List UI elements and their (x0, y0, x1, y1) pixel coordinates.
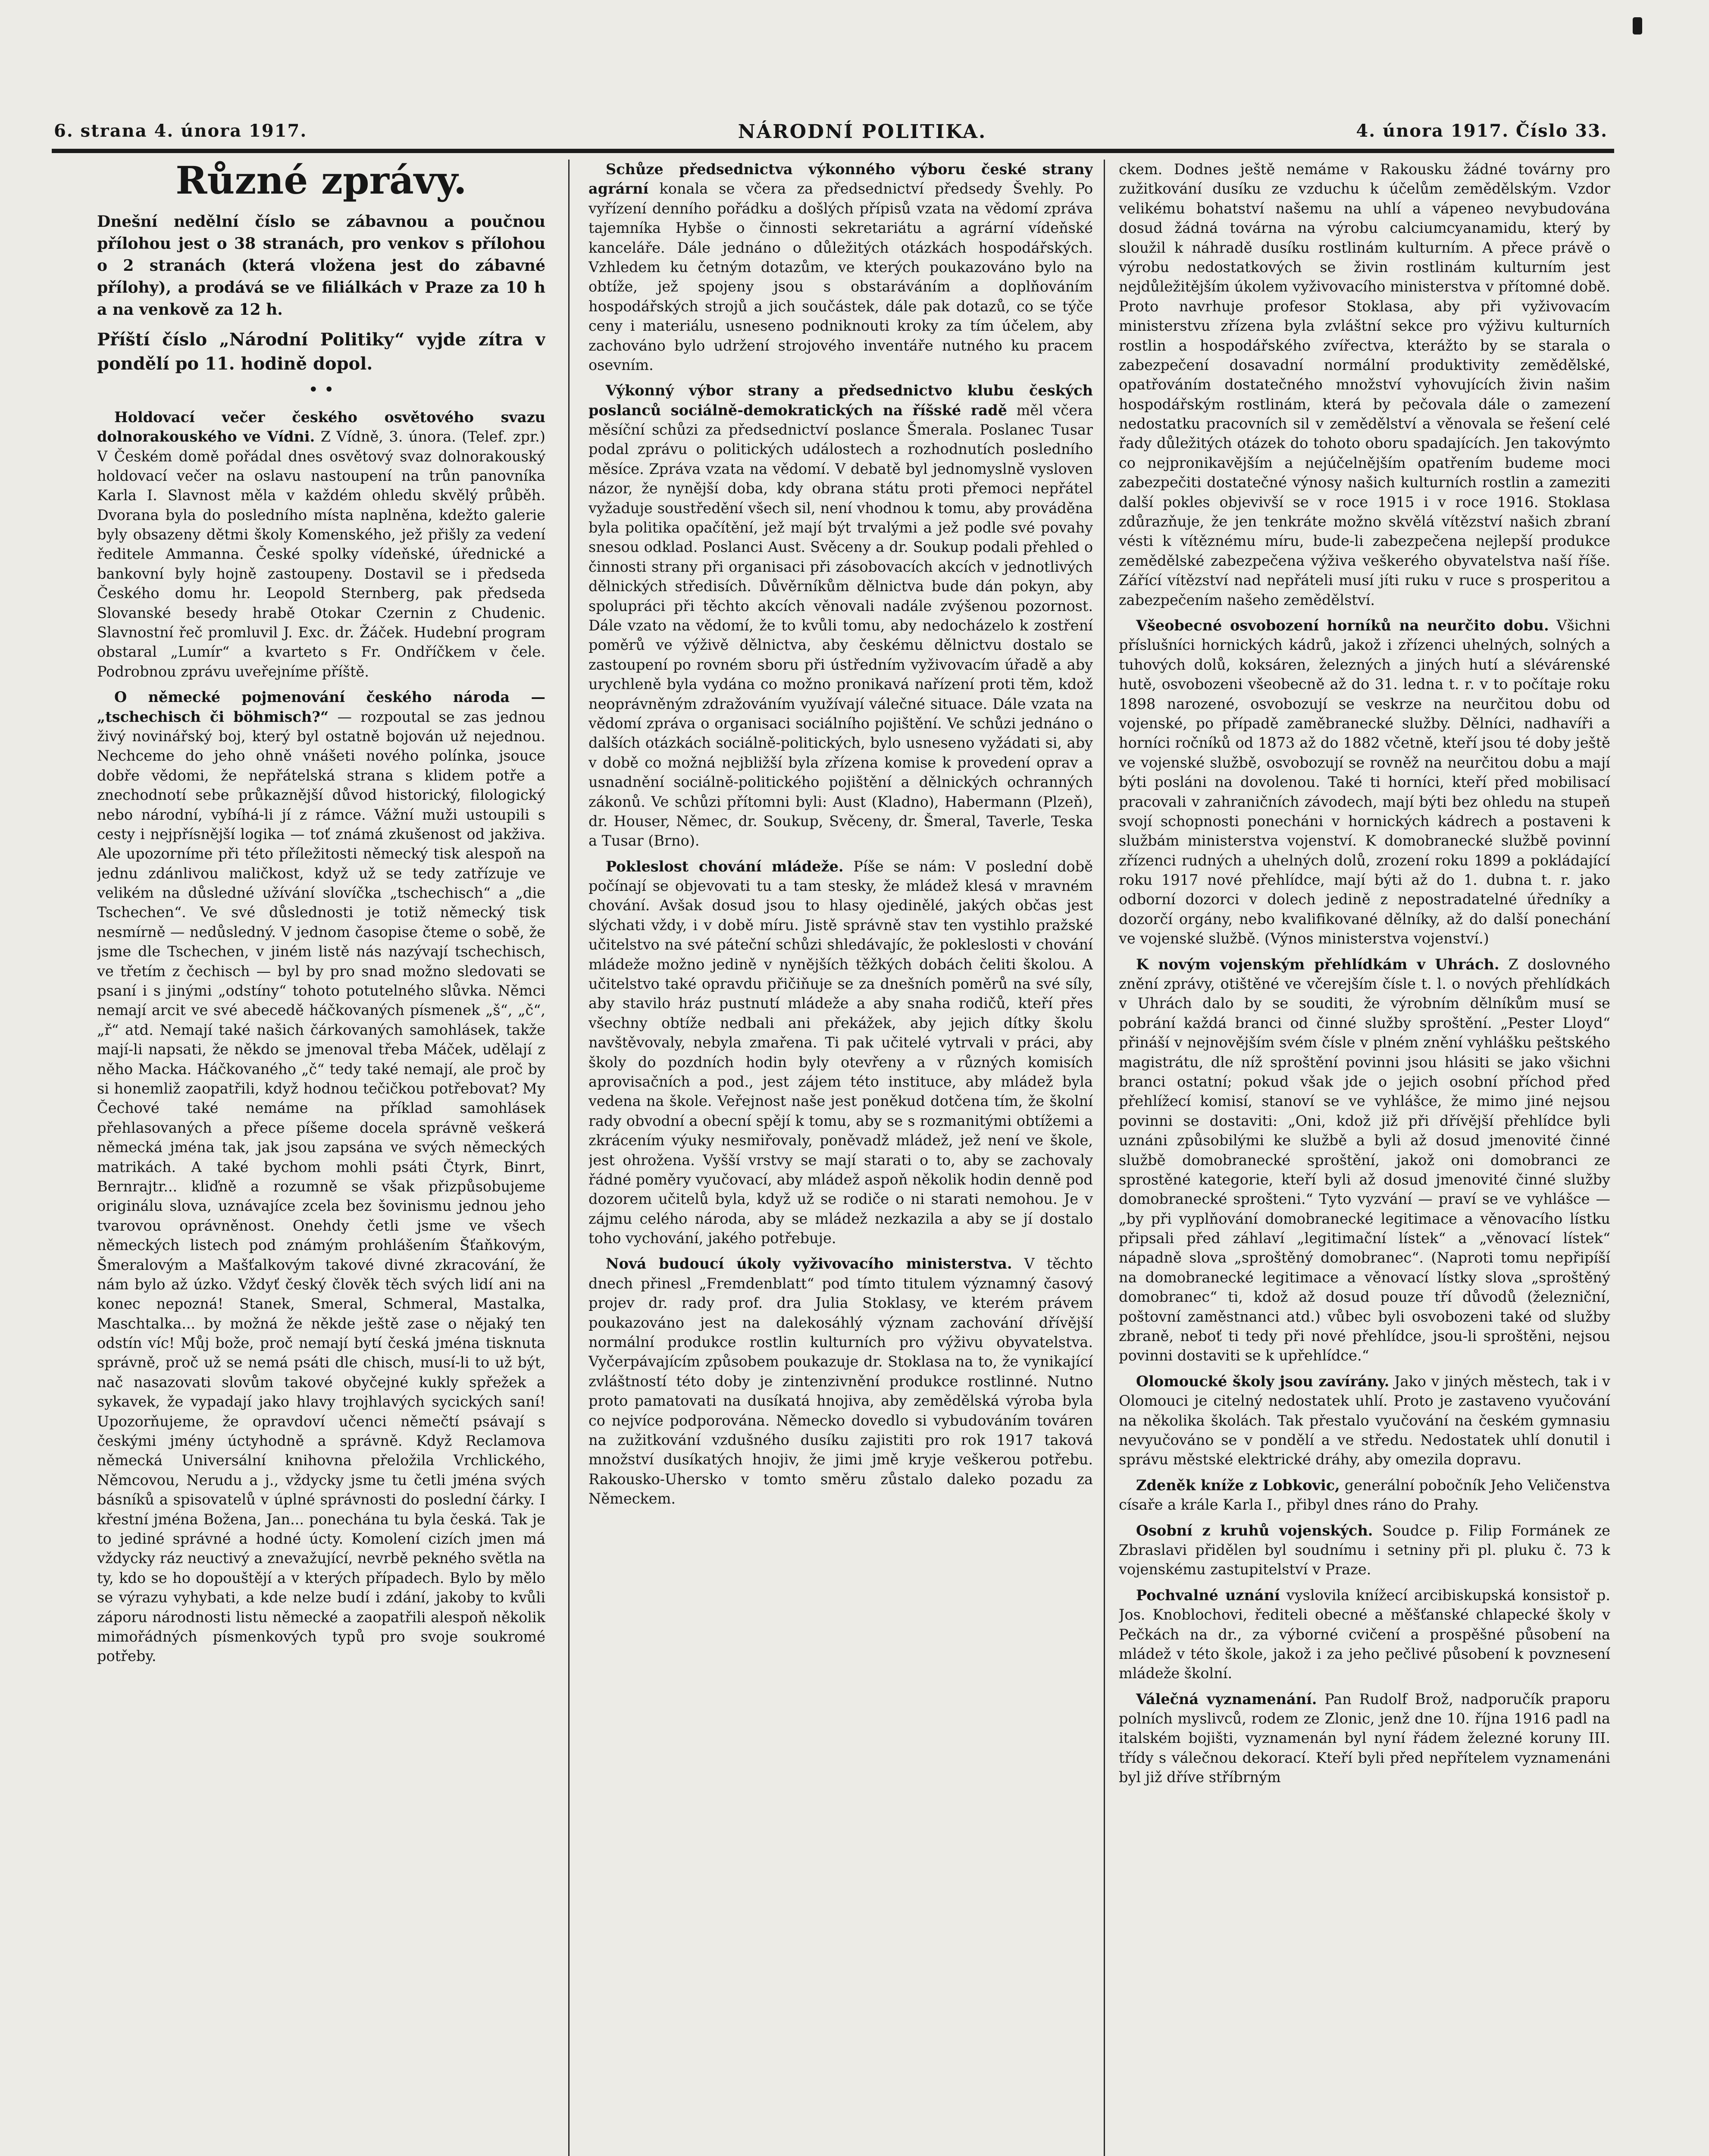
article-headline: Osobní z kruhů vojenských. (1136, 1522, 1373, 1539)
header-date-issue-right: 4. února 1917. Číslo 33. (1356, 121, 1608, 141)
column-divider (568, 160, 570, 2156)
article-body: generální pobočník Jeho Veličenstva císaře a krále Karla I., přibyl dnes ráno do Prahy. (1119, 1476, 1610, 1514)
article-body: konala se včera za předsednictví předsedy Švehly. Po vyřízení denního pořádku a došlých přípisů vzata na vědomí zpráva tajemníka Hybše o činnosti sekretariátu a agrární vídeňské kanceláře. Dále jednáno o důležitých otázkách hospodářských. Vzhledem ku četným dotazům, ve kterých poukazováno bylo na obtíže, jež spojeny jsou s obstaráváním a doplňováním hospodářských strojů a jich součástek, dále pak dotazů, co se týče ceny i materiálu, usneseno podniknouti kroky za tím účelem, aby zachováno bylo udržení strojového inventáře nutného ku pracem osevním. (588, 180, 1093, 373)
article-headline: Výkonný výbor strany a předsednictvo klubu českých poslanců sociálně-demokratických na říšské radě (588, 382, 1093, 419)
article-body: Pan Rudolf Brož, nadporučík praporu polních myslivců, rodem ze Zlonic, jenž dne 10. října 1916 padl na italském bojišti, vyznamenán byl nyní řádem železné koruny III. třídy s válečnou dekorací. Kteří byli před nepřítelem vyznamenáni byl již dříve stříbrným (1119, 1690, 1610, 1786)
column-divider (1104, 160, 1105, 2156)
article-body: V těchto dnech přinesl „Fremdenblatt“ pod tímto titulem významný časový projev dr. rady prof. dra Julia Stoklasy, ve kterém právem poukazováno jest na dalekosáhlý význam zachování dřívější normální produkce rostlin kulturních pro výživu obyvatelstva. Vyčerpávajícím způsobem poukazuje dr. Stoklasa na to, že vynikající zvláštností této doby je zintenzivnění produkce rostlinné. Nutno proto pamatovati na dusíkatá hnojiva, aby zemědělská výroba byla co nejvíce podporována. Německo dovedlo si vybudováním továren na zužitkování vzdušného dusíku zajistiti pro rok 1917 taková množství dusíkatých hnojiv, že jimi jmě kryje veškerou potřebu. Rakousko-Uhersko v tomto směru zůstalo daleko pozadu za Německem. (588, 1255, 1093, 1507)
article-headline: Schůze předsednictva výkonného výboru české strany agrární (588, 161, 1093, 197)
article (1119, 616, 1610, 949)
article (1119, 955, 1610, 1366)
header-page-date-left: 6. strana 4. února 1917. (54, 121, 307, 141)
article (588, 857, 1093, 1248)
article-headline: Všeobecné osvobození horníků na neurčito dobu. (1136, 617, 1549, 634)
article-body: Píše se nám: V poslední době počínají se objevovati tu a tam stesky, že mládež klesá v mravném chování. Avšak dosud jsou to hlasy ojedinělé, jakých občas jest slýchati vždy, i v době míru. Jistě správně stav ten vystihlo pražské učitelstvo na své páteční schůzi shledávajíc, že pokleslosti v chování mládeže možno jedině v nynějších těžkých dobách čeliti školou. A učitelstvo také opravdu přičiňuje se za dnešních poměrů na své síly, aby stavilo hráz pustnutí mládeže a aby snaha rodičů, kteří přes všechny obtíže nedbali ani překážek, aby jejich dítky školu navštěvovaly, nebyla zmařena. Ti pak učitelé vytrvali v práci, aby školy do pozdních hodin byly otevřeny a v různých komisích aprovisačních a pod., jest zájem této instituce, aby mládež byla vedena na škole. Veřejnost naše jest poněkud dotčena tím, že školní rady obvodní a obecní spějí k tomu, aby se s rozmanitými obtížemi a zkrácením výuky nesmiřovaly, poněvadž mládež, jež není ve škole, jest ohrožena. Vyšší vrstvy se mají starati o to, aby se zachovaly řádné poměry vyučovací, aby mládež aspoň několik hodin denně pod dozorem učitelů byla, když už se rodiče o ni starati nemohou. Je v zájmu celého národa, aby se mládež nezkazila a aby se jí dostalo toho vychování, jakého potřebuje. (588, 858, 1093, 1247)
article-headline: K novým vojenským přehlídkám v Uhrách. (1136, 956, 1499, 973)
article-body: Jako v jiných městech, tak i v Olomouci je citelný nedostatek uhlí. Proto je zastaveno vyučování na několika školách. Tak přestalo vyučování na českém gymnasiu nevyučováno se v pondělí a ve středu. Nedostatek uhlí donutil i správu městské elektrické dráhy, aby omezila dopravu. (1119, 1373, 1610, 1468)
column-2 (588, 160, 1093, 2156)
article (1119, 1372, 1610, 1470)
article-headline: Pokleslost chování mládeže. (606, 858, 844, 875)
notice-supplement: Dnešní nedělní číslo se zábavnou a poučnou přílohou jest o 38 stranách, pro venkov s přílohou o 2 stranách (která vložena jest do zábavné přílohy), a prodává se ve filiálkách v Praze za 10 h a na venkově za 12 h. (97, 212, 545, 319)
section-title: Různé zprávy. (175, 160, 467, 203)
article-headline: Válečná vyznamenání. (1136, 1690, 1317, 1708)
article-body: Všichni příslušníci hornických kádrů, jakož i zřízenci uhelných, solných a tuhových dolů, koksáren, železných a jiných hutí a slévárenské hutě, osvobozeni všeobecně až do 31. ledna t. r. v to počítaje roku 1898 narozené, osvobozují se veskrze na neurčitou dobu od vojenské, po případě zaměbranecké služby. Dělníci, nadhavíři a horníci ročníků od 1873 až do 1882 včetně, kteří jsou té doby ještě ve vojenské službě, osvobozují se rovněž na neurčitou dobu a mají býti posláni na dovolenou. Také ti horníci, kteří před mobilisací pracovali v zahraničních závodech, mají býti bez ohledu na stupeň svojí schopnosti ponecháni v hornických kádrech a postaveni k službám ministerstva vojenství. K domobranecké službě povinní zřízenci rudných a uhelných dolů, zrození roku 1899 a pokládající roku 1917 nové přehlídce, mají býti až do 1. dubna t. r. jako odborní dozorci v dolech jedině z nepostradatelné úředníky a dozorčí orgány, nebo kvalifikované dělníky, až do další ponechání ve vojenské službě. (Výnos ministerstva vojenství.) (1119, 617, 1610, 947)
article (1119, 1586, 1610, 1683)
notice-next-issue: Příští číslo „Národní Politiky“ vyjde zítra v pondělí po 11. hodině dopol. (97, 329, 545, 374)
article-continuation (1119, 160, 1610, 610)
article (588, 1254, 1093, 1508)
article-headline: Holdovací večer českého osvětového svazu dolnorakouského ve Vídni. (97, 408, 545, 445)
article-body: — rozpoutal se zas jednou živý novinářský boj, který byl ostatně bojován už nejednou. Nechceme do jeho ohně vnášeti nového polínka, jsouce dobře vědomi, že nepřátelská strana s klidem potře a znechodnotí sebe průkaznější důvod historický, filologický nebo národní, vybíhá-li jí z rámce. Vážní muži ustoupili s cesty i nejpřísnější logika — toť známá zkušenost od jakživa. Ale upozorníme při této příležitosti německý tisk alespoň na jednu zdánlivou maličkost, když už se tedy zatřízuje ve velikém na důsledné užívání slovíčka „tschechisch“ a „die Tschechen“. Ve své důslednosti je totiž německý tisk nesmírně — nedůsledný. V jednom časopise čteme o sobě, že jsme dle Tschechen, v jiném listě nás nazývají tschechisch, ve třetím z čechisch — byl by pro snad možno sledovati se psaní i s jinými „odstíny“ tohoto potutelného slůvka. Němci nemají arcit ve své abecedě háčkovaných písmenek „š“, „č“, „ř“ atd. Nemají také našich čárkovaných samohlásek, takže mají-li napsati, že někdo se jmenoval třeba Máček, udělají z něho Macka. Háčkovaného „č“ tedy také nemají, ale proč by si honemliž zaopatřili, když hodnou tečičkou potřebovat? My Čechové také nemáme na příklad samohlásek přehlasovaných a přece píšeme docela správně veškerá německá jména tak, jak jsou zapsána ve svých německých matrikách. A také bychom mohli psáti Čtyrk, Binrt, Bernrajtr... kliďně a rozumně se však přizpůsobujeme originálu slova, uznávajíce zcela bez šovinismu jednou jeho tvarovou oprávněnost. Onehdy četli jsme ve všech německých listech pod známým prohlášením Šťaňkovým, Šmeralovým a Mašťalkovým takové divné zkracování, že nám bylo až úzko. Vždyť český člověk těch svých lidí ani na konec nepozná! Stanek, Smeral, Schmeral, Mastalka, Maschtalka... by možná že někde ještě zase o nějaký ten odstín víc! Můj bože, proč nemají bytí česká jména tisknuta správně, proč už se nemá psáti dle chisch, musí-li to už být, nač nasazovati slovům takové obyčejné kukly spřežek a sykavek, že vypadají jako hlavy trojhlavých sycických saní! Upozorňujeme, že opravdoví učenci němečtí psávají s českými jmény úctyhodně a správně. Když Reclamova německá Universální knihovna přeložila Vrchlického, Němcovou, Nerudu a j., vždycky jsme tu četli jména svých básníků a spisovatelů v úplné správnosti do poslední čárky. I křestní jména Božena, Jan... ponechána tu byla česká. Tak je to jediné správné a hodné úcty. Komolení cizích jmen má vždycky ráz neuctivý a znevažující, nevrbě pekného světla na ty, kdo se ho dopouštějí a v kterých případech. Bylo by mělo se výrazu vyhybati, a kde nelze budí i zdání, jakoby to kvůli záporu národnosti listu německé a zaopatřili alespoň několik mimořádných písmenkových typů pro svoje soukromé potřeby. (97, 708, 545, 1665)
article-body: ckem. Dodnes ještě nemáme v Rakousku žádné továrny pro zužitkování dusíku ze vzduchu k účelům zemědělským. Vzdor velikému bohatství našemu na uhlí a vápeneo nevybudována dosud žádná továrna na výrobu calciumcyanamidu, který by sloužil k náhradě dusíku rostlinám kulturním. A přece právě o výrobu nedostatkových se živin rostlinám kulturním jest nejdůležitějším úkolem vyživovacího ministerstva v přítomné době. Proto navrhuje profesor Stoklasa, aby při vyživovacím ministerstvu zřízena byla zvláštní sekce pro výživu kulturních rostlin a hospodářského zvířectva, kterážto by se starala o zabezpečení dosavadní normální produktivity zemědělské, opatřováním dostatečného množství vyhovujících živin našim hospodářským rostlinám, která by pečovala dále o zamezení nedostatku pracovních sil v zemědělství a věnovala se řešení celé řady důležitých otázek do tohoto oboru spadajících. Jen takovýmto co nejpronikavějším a nejúčelnějším opatřením budeme moci zabezpečiti dostatečné výnosy našich kulturních rostlin a zameziti další pokles objevivší se v roce 1915 i v roce 1916. Stoklasa zdůrazňuje, že jen tenkráte možno skvělá vítězství našich zbraní vésti k vítěznému míru, bude-li zabezpečena nejlepší produkce zemědělské zabezpečena výživa veškerého obyvatelstva naší říše. Zářící vítězství nad nepřáteli musí jíti ruku v ruce s prosperitou a zabezpečením našeho zemědělství. (1119, 161, 1610, 608)
article-headline: O německé pojmenování českého národa — „tschechisch či böhmisch?“ (97, 689, 545, 725)
article (97, 687, 545, 1666)
article-headline: Nová budoucí úkoly vyživovacího ministerstva. (606, 1255, 1012, 1272)
column-1 (97, 160, 545, 2156)
article (588, 381, 1093, 850)
article-headline: Pochvalné uznání (1136, 1586, 1280, 1604)
header-rule (52, 149, 1614, 153)
separator-dots: • • (308, 379, 334, 400)
article (1119, 1476, 1610, 1515)
article (1119, 1521, 1610, 1579)
header-masthead: NÁRODNÍ POLITIKA. (738, 121, 987, 143)
article-body: Soudce p. Filip Formánek ze Zbraslavi přidělen byl soudnímu i setniny při pl. pluku č. 73 k vojenskému zastupitelství v Praze. (1119, 1522, 1610, 1578)
article-body: měl včera měsíční schůzi za předsednictví poslance Šmerala. Poslanec Tusar podal zprávu o politických událostech a rozhodnutích posledního měsíce. Zpráva vzata na vědomí. V debatě byl jednomyslně vysloven názor, že nynější doba, kdy obrana státu proti přemoci nepřátel vyžaduje soustředění všech sil, není vhodnou k tomu, aby prováděna byla politika opačítění, jež mají být trvalými a jež podle své povahy snesou odklad. Poslanci Aust. Svěceny a dr. Soukup podali přehled o činnosti strany při organisaci při zásobovacích akcích v jednotlivých dělnických středisích. Důvěrníkům dělnictva bude dán pokyn, aby spolupráci při těchto akcích věnovali nadále zvýšenou pozornost. Dále vzato na vědomí, že to kvůli tomu, aby nedocházelo k zostření poměrů ve výživě dělnictva, aby českému dělnictvu dostalo se zastoupení po rovném sboru při ústředním vyživovacím úřadě a aby urychleně byla vydána co možno pronikavá nařízení proti těm, kdož neoprávněným zdražováním využívají válečné situace. Dále vzata na vědomí zpráva o organisaci sociálního pojištění. Ve schůzi jednáno o dalších otázkách sociálně-politických, bylo usneseno vyžádati si, aby v době co možná nejbližší byla zřízena komise k provedení oprav a usnadnění sociálně-politického pojištění a dělnických ochranných zákonů. Ve schůzi přítomni byli: Aust (Kladno), Habermann (Plzeň), dr. Houser, Němec, dr. Soukup, Svěceny, dr. Šmeral, Taverle, Teska a Tusar (Brno). (588, 401, 1093, 849)
article (97, 407, 545, 681)
article-body: Z Vídně, 3. února. (Telef. zpr.) V Českém domě pořádal dnes osvětový svaz dolnorakouský holdovací večer na oslavu nastoupení na trůn panovníka Karla I. Slavnost měla v každém ohledu skvělý průběh. Dvorana byla do posledního místa naplněna, kdežto galerie byly obsazeny dětmi školy Komenského, jež přišly za vedení ředitele Ammanna. České spolky vídeňské, úřednické a bankovní byly hojně zastoupeny. Dostavil se i předseda Českého domu hr. Leopold Sternberg, pak předseda Slovanské besedy hrabě Otokar Czernin z Chudenic. Slavnostní řeč promluvil J. Exc. dr. Žáček. Hudební program obstaral „Lumír“ a kvarteto s Fr. Ondříčkem v čele. Podrobnou zprávu uveřejníme příště. (97, 428, 545, 680)
corner-mark (1633, 17, 1642, 34)
article (1119, 1689, 1610, 1787)
article-body: Z doslovného znění zprávy, otištěné ve včerejším čísle t. l. o nových přehlídkách v Uhrách dalo by se souditi, že výrobním dělníkům musí se pobrání každá branci od činné služby sproštění. „Pester Lloyd“ přináší v nejnovějším svém čísle v plném znění vyhlášku peštského magistrátu, dle níž sproštění povinni jsou hlásiti se jako všichni branci ostatní; pokud však jde o jejich osobní příchod před přehlížecí komisí, stanoví se ve vyhlášce, že mimo jiné nejsou povinni se dostaviti: „Oni, kdož již při dřívější přehlídce byli uznáni způsobilými ke službě a byli až dosud jmenovité činné službě domobranecké sproštění, jakož oni domobranci ze sprostěné kategorie, kteří byli až dosud jmenovité činné služby domobranecké sprošteni.“ Tyto vyzvání — praví se ve vyhlášce — „by při vyplňování domobranecké legitimace a věnovacího lístku připsali před záhlaví „legitimační lístek“ a „věnovací lístek“ nápadně slova „sproštěný domobranec“. (Naproti tomu nepřipíší na domobranecké legitimace a věnovací lístky slova „sproštěný domobranec“ ti, kdož až dosud pouze tří důvodů (železniční, poštovní zaměstnanci atd.) vůbec byli osvobozeni také od služby zbraně, neboť ti tedy při nové přehlídce, jsou-li sproštěni, nejsou povinni dostaviti se k upřehlídce.“ (1119, 956, 1610, 1364)
article (588, 160, 1093, 375)
article-headline: Olomoucké školy jsou zavírány. (1136, 1373, 1390, 1390)
article-headline: Zdeněk kníže z Lobkovic, (1136, 1476, 1340, 1494)
article-body: vyslovila knížecí arcibiskupská konsistoř p. Jos. Knoblochovi, řediteli obecné a měšťanské chlapecké školy v Pečkách na dr., za výborné cvičení a prospěšné působení na mládež v této škole, jakož i za jeho pečlivé působení k povznesení mládeže školní. (1119, 1586, 1610, 1682)
column-3 (1119, 160, 1610, 2156)
